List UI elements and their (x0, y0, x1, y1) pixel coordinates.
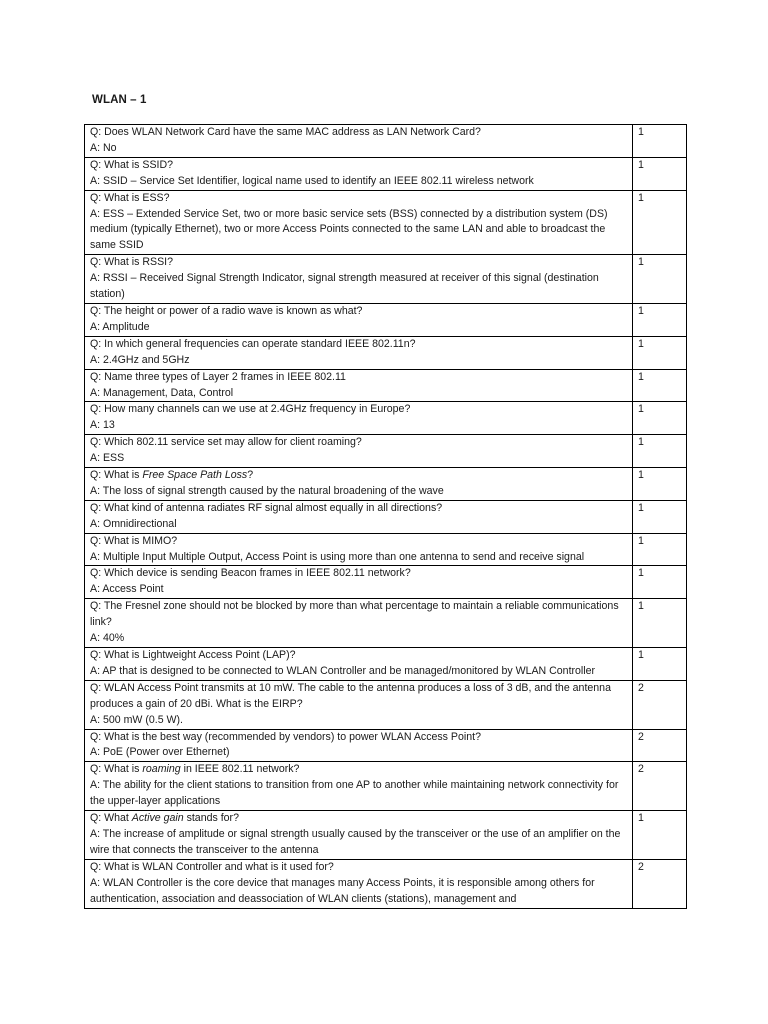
answer-text: A: The ability for the client stations to transition from one AP to another while maintaining network connectivity for the upper-layer applications (90, 779, 619, 808)
level-cell: 1 (633, 190, 687, 255)
level-cell: 2 (633, 729, 687, 762)
answer-text: A: 40% (90, 632, 125, 645)
question-text: Q: What is RSSI? (90, 256, 174, 269)
question-text: Q: What is the best way (recommended by vendors) to power WLAN Access Point? (90, 730, 481, 743)
level-cell: 2 (633, 762, 687, 811)
answer-text: A: PoE (Power over Ethernet) (90, 746, 230, 759)
level-cell: 1 (633, 648, 687, 681)
question-italic-term: Free Space Path Loss (142, 469, 248, 482)
answer-text: A: ESS (90, 452, 125, 465)
table-row (85, 566, 687, 599)
level-cell: 2 (633, 859, 687, 908)
level-cell: 1 (633, 336, 687, 369)
question-text: Q: The Fresnel zone should not be blocked by more than what percentage to maintain a reliable communications link? (90, 600, 619, 629)
table-row (85, 157, 687, 190)
qa-cell (85, 811, 633, 860)
table-row (85, 811, 687, 860)
answer-text: A: 2.4GHz and 5GHz (90, 353, 190, 366)
qa-cell (85, 402, 633, 435)
qa-cell (85, 762, 633, 811)
question-text: Q: What is SSID? (90, 158, 174, 171)
question-text-end: ? (247, 469, 254, 482)
qa-cell (85, 648, 633, 681)
qa-cell (85, 303, 633, 336)
question-text: Q: What is ESS? (90, 191, 170, 204)
question-text: Q: What is WLAN Controller and what is it used for? (90, 860, 334, 873)
qa-cell (85, 157, 633, 190)
qa-cell (85, 468, 633, 501)
table-row (85, 500, 687, 533)
level-cell: 1 (633, 468, 687, 501)
question-text: Q: Does WLAN Network Card have the same MAC address as LAN Network Card? (90, 126, 481, 138)
qa-cell (85, 255, 633, 304)
answer-text: A: Multiple Input Multiple Output, Access Point is using more than one antenna to send and receive signal (90, 550, 585, 563)
question-text-start: Q: What is (90, 469, 143, 482)
table-row (85, 599, 687, 648)
table-row (85, 336, 687, 369)
level-cell: 1 (633, 500, 687, 533)
qa-table (84, 124, 687, 909)
answer-text: A: SSID – Service Set Identifier, logical name used to identify an IEEE 802.11 wireless network (90, 174, 534, 187)
table-row (85, 255, 687, 304)
question-italic-term: roaming (142, 763, 181, 776)
answer-text: A: 13 (90, 419, 115, 432)
qa-cell (85, 125, 633, 158)
level-cell: 1 (633, 369, 687, 402)
table-row (85, 762, 687, 811)
level-cell: 1 (633, 125, 687, 158)
answer-text: A: ESS – Extended Service Set, two or more basic service sets (BSS) connected by a distribution system (DS) medium (typically Ethernet), two or more Access Points connected to the same LAN and able to broadcast the same SSID (90, 207, 608, 252)
question-text: Q: Name three types of Layer 2 frames in IEEE 802.11 (90, 370, 346, 383)
table-row (85, 680, 687, 729)
table-row (85, 729, 687, 762)
question-text (90, 762, 632, 778)
level-cell: 1 (633, 157, 687, 190)
qa-cell (85, 533, 633, 566)
level-cell: 1 (633, 255, 687, 304)
answer-text: A: RSSI – Received Signal Strength Indicator, signal strength measured at receiver of this signal (destination station) (90, 272, 599, 301)
answer-text: A: Management, Data, Control (90, 386, 234, 399)
table-row (85, 125, 687, 158)
table-row (85, 859, 687, 908)
answer-text: A: Amplitude (90, 320, 150, 333)
question-italic-term: Active gain (131, 812, 184, 825)
answer-text: A: No (90, 141, 117, 154)
answer-text: A: WLAN Controller is the core device that manages many Access Points, it is responsible among others for authentication, association and deassociation of WLAN clients (stations), management and (90, 876, 595, 905)
question-text: Q: Which 802.11 service set may allow for client roaming? (90, 436, 362, 449)
question-text: Q: In which general frequencies can operate standard IEEE 802.11n? (90, 337, 416, 350)
qa-cell (85, 566, 633, 599)
qa-cell (85, 435, 633, 468)
level-cell: 1 (633, 303, 687, 336)
question-text: Q: The height or power of a radio wave is known as what? (90, 304, 363, 317)
question-text: Q: What is MIMO? (90, 534, 178, 547)
question-text: Q: WLAN Access Point transmits at 10 mW. The cable to the antenna produces a loss of 3 dB, and the antenna produces a gain of 20 dBi. What is the EIRP? (90, 681, 611, 710)
level-cell: 1 (633, 811, 687, 860)
table-row (85, 533, 687, 566)
level-cell: 1 (633, 566, 687, 599)
table-row (85, 648, 687, 681)
question-text (90, 811, 632, 827)
question-text: Q: Which device is sending Beacon frames in IEEE 802.11 network? (90, 567, 411, 580)
answer-text: A: The loss of signal strength caused by the natural broadening of the wave (90, 484, 444, 497)
question-text: Q: What kind of antenna radiates RF signal almost equally in all directions? (90, 501, 443, 514)
question-text-start: Q: What is (90, 763, 143, 776)
question-text (90, 468, 632, 484)
level-cell: 1 (633, 435, 687, 468)
level-cell: 1 (633, 599, 687, 648)
qa-cell (85, 729, 633, 762)
level-cell: 1 (633, 533, 687, 566)
qa-cell (85, 599, 633, 648)
qa-cell (85, 369, 633, 402)
qa-cell (85, 190, 633, 255)
answer-text: A: 500 mW (0.5 W). (90, 713, 184, 726)
table-row (85, 468, 687, 501)
table-row (85, 369, 687, 402)
qa-cell (85, 336, 633, 369)
table-row (85, 402, 687, 435)
question-text-end: in IEEE 802.11 network? (180, 763, 300, 776)
answer-text: A: The increase of amplitude or signal strength usually caused by the transceiver or the use of an amplifier on the wire that connects the transceiver to the antenna (90, 827, 621, 856)
page-title: WLAN – 1 (92, 94, 147, 106)
qa-table-body (85, 125, 687, 909)
qa-cell (85, 500, 633, 533)
table-row (85, 190, 687, 255)
qa-cell (85, 859, 633, 908)
level-cell: 2 (633, 680, 687, 729)
level-cell: 1 (633, 402, 687, 435)
question-text-end: stands for? (183, 812, 239, 825)
answer-text: A: Access Point (90, 583, 164, 596)
question-text: Q: What is Lightweight Access Point (LAP)? (90, 649, 296, 661)
question-text-start: Q: What (90, 812, 132, 825)
table-row (85, 435, 687, 468)
answer-text: A: AP that is designed to be connected to WLAN Controller and be managed/monitored by WLAN Controller (90, 664, 596, 677)
question-text: Q: How many channels can we use at 2.4GHz frequency in Europe? (90, 403, 411, 416)
answer-text: A: Omnidirectional (90, 517, 177, 530)
qa-cell (85, 680, 633, 729)
table-row (85, 303, 687, 336)
